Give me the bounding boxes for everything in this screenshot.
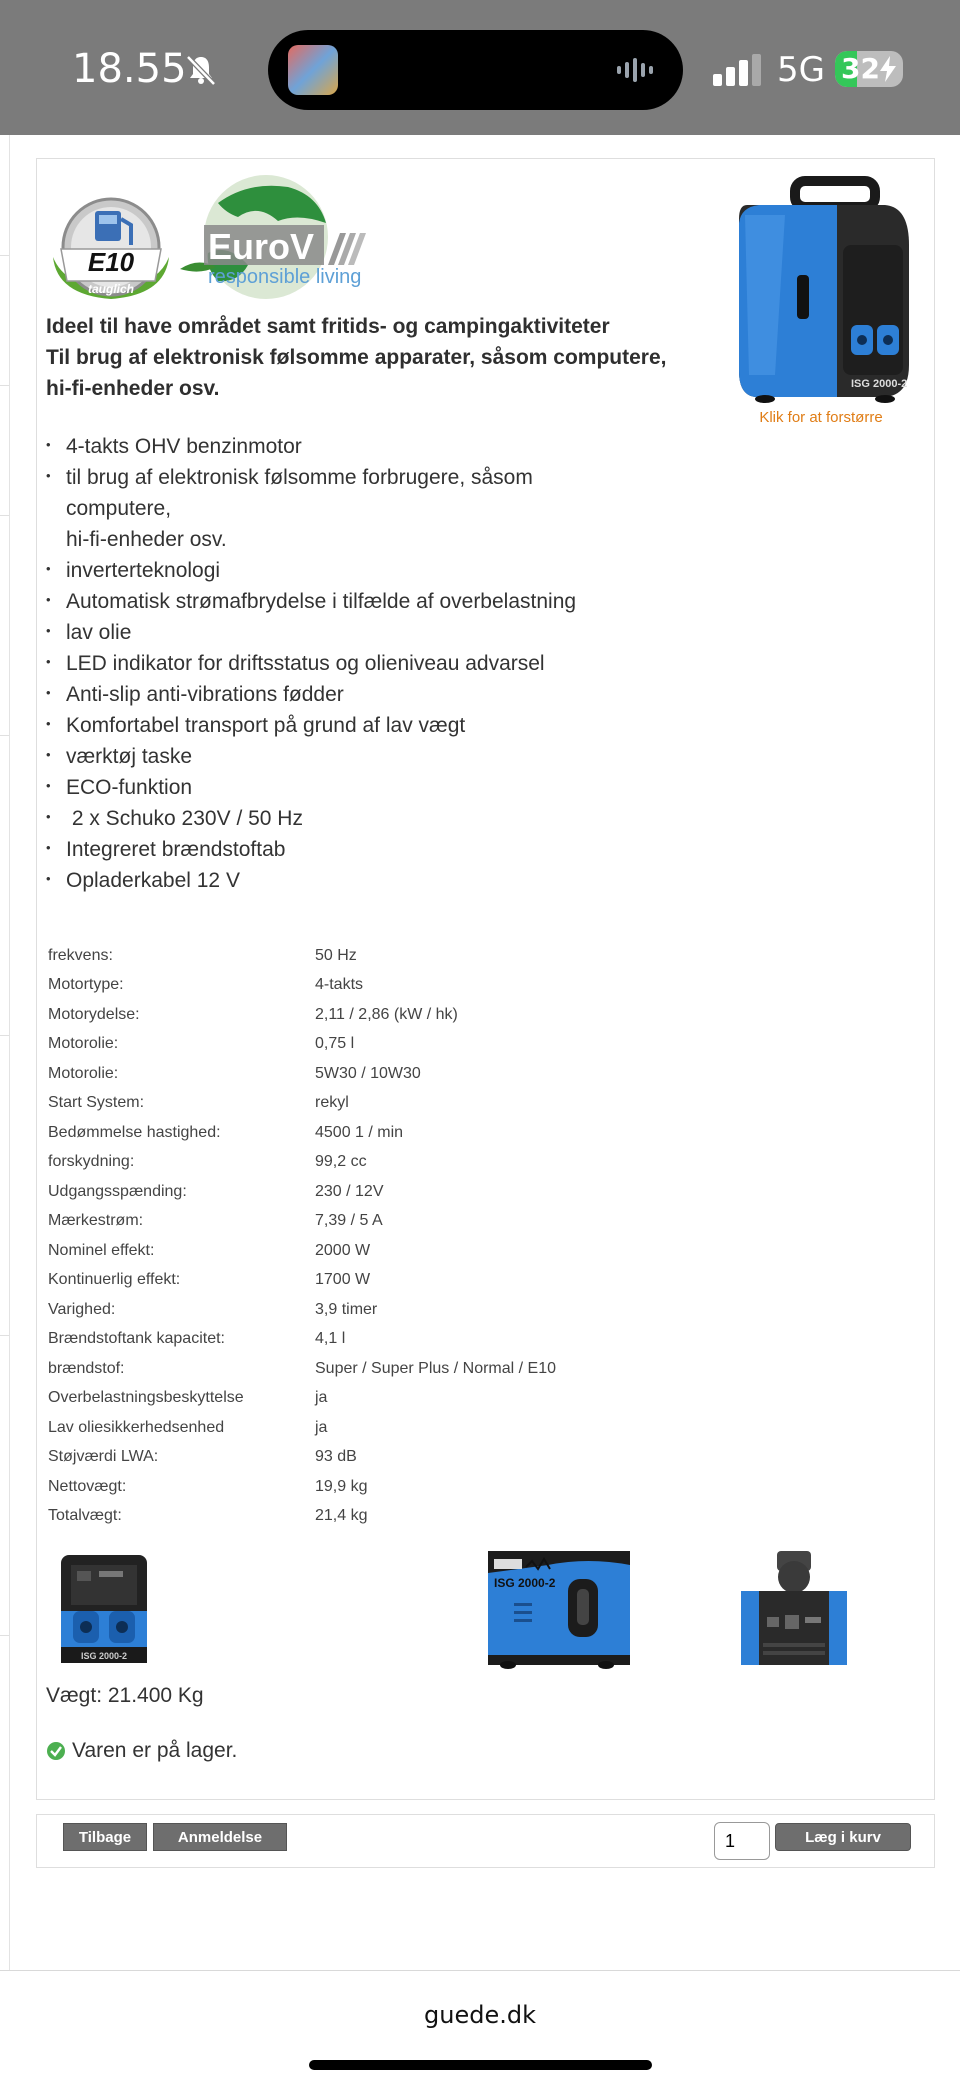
list-item: • inverterteknologi: [46, 555, 666, 586]
rail-divider: [0, 735, 9, 736]
spec-value: Super / Super Plus / Normal / E10: [315, 1359, 556, 1377]
rail-divider: [0, 255, 9, 256]
table-row: [48, 1089, 715, 1119]
spec-label: Mærkestrøm:: [48, 1212, 144, 1230]
network-type: 5G: [777, 50, 825, 90]
spec-value: 19,9 kg: [315, 1477, 368, 1495]
spec-label: Varighed:: [48, 1300, 116, 1318]
status-time: 18.55: [72, 46, 187, 92]
list-item: • LED indikator for driftsstatus og olieniveau advarsel: [46, 648, 666, 679]
url-display[interactable]: guede.dk: [424, 2001, 536, 2029]
stock-status-text: Varen er på lager.: [72, 1739, 238, 1762]
spec-value: 2,11 / 2,86 (kW / hk): [315, 1005, 458, 1023]
list-item: computere,: [66, 497, 172, 520]
table-row: [48, 1207, 715, 1237]
spec-value: 93 dB: [315, 1448, 357, 1466]
headline-line: hi-fi-enheder osv.: [46, 377, 220, 400]
list-item: • Opladerkabel 12 V: [46, 865, 666, 896]
list-item: • Komfortabel transport på grund af lav vægt: [46, 710, 666, 741]
spec-value: 3,9 timer: [315, 1300, 378, 1318]
list-item: • 2 x Schuko 230V / 50 Hz: [46, 803, 666, 834]
spec-label: Lav oliesikkerhedsenhed: [48, 1418, 225, 1436]
quantity-input[interactable]: [714, 1822, 770, 1860]
table-row: [48, 1148, 715, 1178]
product-thumbnail-front[interactable]: [57, 1551, 151, 1669]
table-row: [48, 1118, 715, 1148]
e10-logo-subtext: tauglich: [87, 282, 135, 296]
table-row: [48, 1059, 715, 1089]
table-row: [48, 1413, 715, 1443]
product-thumbnail-side[interactable]: [488, 1551, 630, 1669]
table-row: [48, 1502, 715, 1532]
spec-label: forskydning:: [48, 1153, 135, 1171]
spec-label: Kontinuerlig effekt:: [48, 1271, 181, 1289]
spec-label: Motortype:: [48, 976, 124, 994]
back-button[interactable]: Tilbage: [63, 1823, 147, 1851]
spec-value: 0,75 l: [315, 1035, 355, 1053]
list-item: • til brug af elektronisk følsomme forbrugere, såsom: [46, 462, 666, 493]
rail-divider: [0, 1035, 9, 1036]
product-action-bar: [36, 1814, 935, 1868]
table-row: [48, 1030, 715, 1060]
spec-label: Nominel effekt:: [48, 1241, 155, 1259]
eurov-logo-text: EuroV: [208, 226, 315, 267]
spec-label: Motorolie:: [48, 1064, 119, 1082]
spec-value: 230 / 12V: [315, 1182, 384, 1200]
status-bar: [0, 0, 960, 135]
enlarge-image-link[interactable]: Klik for at forstørre: [759, 409, 883, 426]
rail-divider: [0, 515, 9, 516]
left-page-edge: [0, 135, 10, 1970]
spec-table: [48, 941, 715, 1531]
thumbnail-model-label: ISG 2000-2: [80, 1651, 128, 1661]
headline-line: Til brug af elektronisk følsomme apparater, såsom computere,: [46, 346, 667, 369]
battery-percent: 32: [841, 52, 880, 85]
table-row: [48, 1236, 715, 1266]
spec-value: 50 Hz: [315, 946, 357, 964]
table-row: [48, 971, 715, 1001]
rail-divider: [0, 1635, 9, 1636]
product-thumbnail-back[interactable]: [733, 1551, 855, 1669]
e10-tauglich-logo: [47, 195, 175, 303]
bell-muted-icon: [183, 52, 219, 88]
browser-address-bar: [0, 1970, 960, 2086]
spec-value: 21,4 kg: [315, 1507, 368, 1525]
list-item: hi-fi-enheder osv.: [66, 528, 227, 551]
spec-label: Totalvægt:: [48, 1507, 122, 1525]
now-playing-artwork-icon: [288, 45, 338, 95]
table-row: [48, 1443, 715, 1473]
spec-value: 4500 1 / min: [315, 1123, 404, 1141]
rail-divider: [0, 385, 9, 386]
spec-label: Støjværdi LWA:: [48, 1448, 159, 1466]
table-row: [48, 1325, 715, 1355]
spec-value: 1700 W: [315, 1271, 371, 1289]
table-row: [48, 1295, 715, 1325]
battery-icon: [835, 51, 903, 87]
cellular-signal-icon: [713, 54, 761, 86]
list-item: • 4-takts OHV benzinmotor: [46, 431, 666, 462]
spec-value: 7,39 / 5 A: [315, 1212, 383, 1230]
spec-value: 4-takts: [315, 976, 364, 994]
spec-value: ja: [315, 1418, 328, 1436]
spec-label: Nettovægt:: [48, 1477, 127, 1495]
table-row: [48, 1000, 715, 1030]
spec-value: 5W30 / 10W30: [315, 1064, 421, 1082]
list-item: • Automatisk strømafbrydelse i tilfælde af overbelastning: [46, 586, 666, 617]
table-row: [48, 941, 715, 971]
audio-waveform-icon: [615, 56, 661, 84]
spec-label: Brændstoftank kapacitet:: [48, 1330, 225, 1348]
table-row: [48, 1177, 715, 1207]
product-weight: Vægt: 21.400 Kg: [46, 1684, 204, 1707]
stock-status: [46, 1739, 237, 1763]
list-item: • værktøj taske: [46, 741, 666, 772]
spec-value: 99,2 cc: [315, 1153, 367, 1171]
list-item: • Anti-slip anti-vibrations fødder: [46, 679, 666, 710]
spec-label: Bedømmelse hastighed:: [48, 1123, 221, 1141]
product-model-label: ISG 2000-2: [851, 378, 908, 390]
headline-line: Ideel til have området samt fritids- og campingaktiviteter: [46, 315, 610, 338]
table-row: [48, 1354, 715, 1384]
spec-label: Motorydelse:: [48, 1005, 140, 1023]
list-item: • ECO-funktion: [46, 772, 666, 803]
spec-label: Overbelastningsbeskyttelse: [48, 1389, 244, 1407]
list-item: • lav olie: [46, 617, 666, 648]
spec-value: 2000 W: [315, 1241, 371, 1259]
dynamic-island[interactable]: [268, 30, 683, 110]
table-row: [48, 1266, 715, 1296]
eurov-logo: [178, 173, 378, 303]
list-item: • Integreret brændstoftab: [46, 834, 666, 865]
thumbnail-model-label: ISG 2000-2: [494, 1576, 556, 1590]
spec-value: ja: [315, 1389, 328, 1407]
spec-value: rekyl: [315, 1094, 349, 1112]
spec-value: 4,1 l: [315, 1330, 346, 1348]
spec-label: Motorolie:: [48, 1035, 119, 1053]
spec-label: brændstof:: [48, 1359, 125, 1377]
product-details-panel: [36, 158, 935, 1800]
product-image[interactable]: [725, 175, 915, 405]
rail-divider: [0, 1335, 9, 1336]
spec-label: Udgangsspænding:: [48, 1182, 187, 1200]
add-to-cart-button[interactable]: Læg i kurv: [775, 1823, 911, 1851]
charging-bolt-icon: [879, 56, 897, 82]
eurov-tagline: responsible living: [208, 266, 362, 288]
spec-label: frekvens:: [48, 946, 113, 964]
table-row: [48, 1472, 715, 1502]
check-circle-icon: [46, 1741, 66, 1761]
e10-logo-text: E10: [87, 247, 135, 277]
home-indicator[interactable]: [309, 2060, 652, 2070]
table-row: [48, 1384, 715, 1414]
spec-label: Start System:: [48, 1094, 145, 1112]
feature-list: [46, 431, 666, 896]
product-headline: [46, 311, 726, 404]
review-button[interactable]: Anmeldelse: [153, 1823, 287, 1851]
